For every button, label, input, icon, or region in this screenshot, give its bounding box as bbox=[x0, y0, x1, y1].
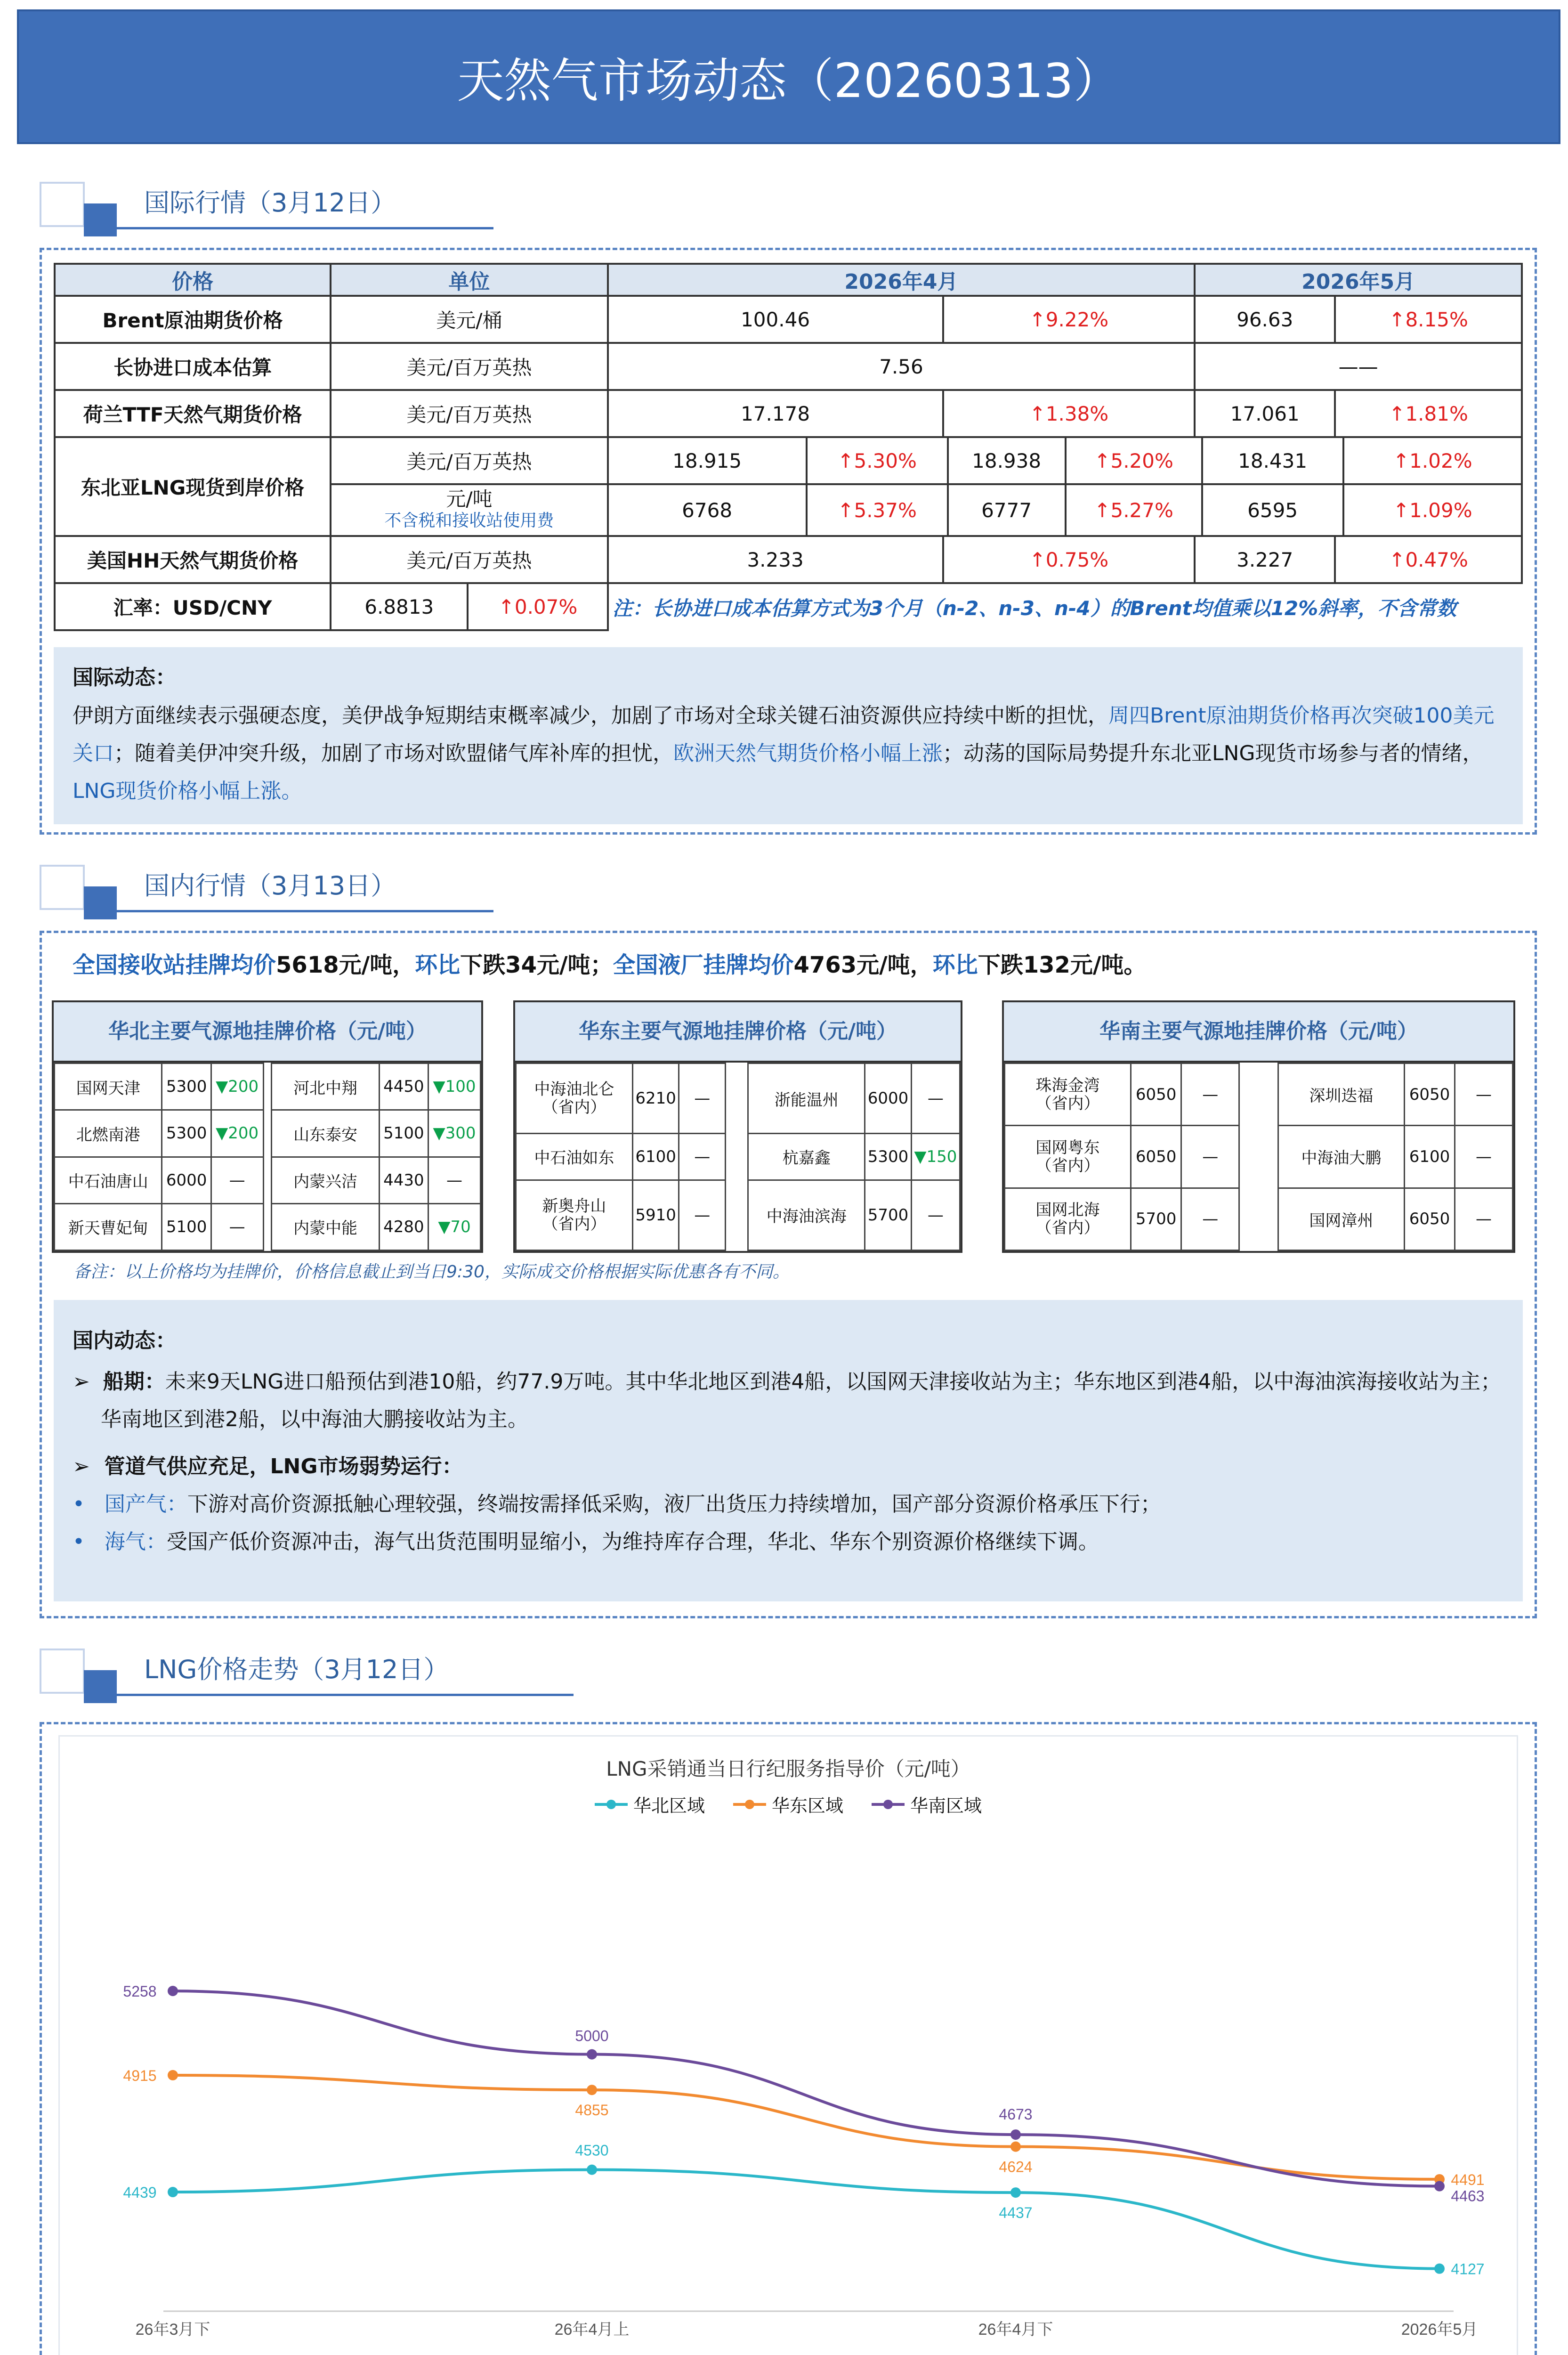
summary-label: 环比 bbox=[932, 952, 978, 978]
value: 100.46 bbox=[608, 296, 943, 343]
x-tick-label: 26年4月下 bbox=[978, 2321, 1053, 2339]
data-label: 4491 bbox=[1451, 2171, 1485, 2188]
data-point bbox=[1010, 2129, 1021, 2140]
price-change: — bbox=[1181, 1188, 1239, 1250]
row-label: 美国HH天然气期货价格 bbox=[55, 536, 331, 583]
price-change: — bbox=[1455, 1188, 1513, 1250]
price: 4430 bbox=[379, 1157, 428, 1203]
price: 6050 bbox=[1131, 1126, 1181, 1188]
summary-label: 环比 bbox=[415, 952, 461, 978]
value: 6.8813 bbox=[331, 583, 468, 630]
price: 6000 bbox=[865, 1064, 912, 1134]
legend-label: 华东区域 bbox=[771, 1795, 843, 1816]
unit: 元/吨 bbox=[446, 487, 493, 511]
data-point bbox=[168, 2187, 178, 2197]
price-change: — bbox=[679, 1064, 726, 1134]
change: ↑0.75% bbox=[943, 536, 1195, 583]
header-unit: 单位 bbox=[331, 264, 607, 296]
source-name: 国网北海 （省内） bbox=[1005, 1188, 1131, 1250]
data-label: 4673 bbox=[999, 2106, 1033, 2123]
bullet-dot-icon: • bbox=[73, 1530, 105, 1554]
data-point bbox=[587, 2085, 597, 2095]
source-name: 内蒙兴洁 bbox=[272, 1157, 379, 1203]
summary-value: 5618元/吨， bbox=[276, 952, 415, 978]
source-name: 杭嘉鑫 bbox=[748, 1134, 865, 1180]
value: 18.431 bbox=[1202, 438, 1343, 483]
source-name: 中石油如东 bbox=[516, 1134, 633, 1180]
unit: 美元/百万英热 bbox=[331, 536, 607, 583]
price-change: — bbox=[1181, 1126, 1239, 1188]
table-row bbox=[1005, 1126, 1513, 1188]
change: ↑5.37% bbox=[807, 485, 948, 535]
value: 18.938 bbox=[948, 438, 1066, 483]
section-header-trend bbox=[17, 1648, 582, 1705]
domestic-summary bbox=[73, 947, 1146, 979]
nea-row1 bbox=[608, 437, 1522, 484]
data-point bbox=[587, 2049, 597, 2060]
region-title: 华东主要气源地挂牌价格（元/吨） bbox=[515, 1002, 961, 1063]
row-label: Brent原油期货价格 bbox=[55, 296, 331, 343]
value: 17.061 bbox=[1195, 390, 1335, 437]
section-header-intl bbox=[17, 182, 488, 238]
summary-value: 下跌132元/吨。 bbox=[978, 952, 1147, 978]
news-text: ；随着美伊冲突升级，加剧了市场对欧盟储气库补库的担忧， bbox=[114, 741, 673, 765]
unit: 美元/桶 bbox=[331, 296, 607, 343]
chart-title: LNG采销通当日行纪服务指导价（元/吨） bbox=[606, 1757, 970, 1780]
change: ↑0.47% bbox=[1335, 536, 1522, 583]
region-east-card bbox=[513, 1000, 962, 1253]
data-label: 4127 bbox=[1451, 2260, 1485, 2278]
hq-item bbox=[73, 1523, 1504, 1561]
price: 6100 bbox=[632, 1134, 679, 1180]
price: 6100 bbox=[1404, 1126, 1455, 1188]
x-tick-label: 26年4月上 bbox=[554, 2321, 630, 2339]
region-title: 华北主要气源地挂牌价格（元/吨） bbox=[54, 1002, 481, 1063]
news-text: ；动荡的国际局势提升东北亚LNG现货市场参与者的情绪， bbox=[943, 741, 1483, 765]
source-name: 深圳迭福 bbox=[1278, 1064, 1404, 1126]
intl-news-panel bbox=[54, 647, 1523, 824]
series-line-2 bbox=[173, 1991, 1439, 2186]
news-heading: 国内动态： bbox=[73, 1329, 176, 1353]
x-tick-label: 26年3月下 bbox=[135, 2321, 210, 2339]
data-label: 4530 bbox=[575, 2142, 609, 2159]
region-south-table bbox=[1004, 1063, 1513, 1251]
unit-cell bbox=[331, 484, 607, 536]
data-point bbox=[168, 2070, 178, 2080]
source-name: 国网漳州 bbox=[1278, 1188, 1404, 1250]
row-label: 汇率：USD/CNY bbox=[55, 583, 331, 630]
row-label: 荷兰TTF天然气期货价格 bbox=[55, 390, 331, 437]
price: 6050 bbox=[1404, 1188, 1455, 1250]
series-line-0 bbox=[173, 2170, 1439, 2269]
ship-item bbox=[73, 1363, 1504, 1438]
hq-text: 受国产低价资源冲击，海气出货范围明显缩小，为维持库存合理，华北、华东个别资源价格继续下调。 bbox=[166, 1530, 1099, 1554]
data-label: 4624 bbox=[999, 2158, 1033, 2176]
price: 5100 bbox=[162, 1203, 211, 1250]
price: 5700 bbox=[865, 1180, 912, 1250]
news-highlight: 欧洲天然气期货价格小幅上涨 bbox=[673, 741, 943, 765]
nea-subtable bbox=[609, 438, 1521, 483]
news-highlight: 周四Brent原油期货价格再次突破100美元关口 bbox=[73, 704, 1495, 765]
price-change: ▼300 bbox=[428, 1110, 481, 1157]
section-deco-accent bbox=[84, 203, 117, 236]
data-label: 4915 bbox=[123, 2067, 157, 2084]
data-label: 4855 bbox=[575, 2102, 609, 2119]
table-row bbox=[516, 1180, 960, 1250]
table-row bbox=[55, 1064, 481, 1110]
source-name: 河北中翔 bbox=[272, 1064, 379, 1110]
chart-panel bbox=[58, 1735, 1518, 2355]
section-deco bbox=[40, 1648, 85, 1694]
change: ↑5.20% bbox=[1066, 438, 1202, 483]
change: ↑8.15% bbox=[1335, 296, 1522, 343]
price-remark: 备注：以上价格均为挂牌价，价格信息截止到当日9:30，实际成交价格根据实际优惠各有不同。 bbox=[73, 1262, 790, 1282]
data-point bbox=[1010, 2142, 1021, 2152]
price-change: — bbox=[911, 1064, 960, 1134]
source-name: 中海油滨海 bbox=[748, 1180, 865, 1250]
column-gap bbox=[1239, 1064, 1278, 1126]
change: ↑1.02% bbox=[1392, 449, 1472, 472]
section-title: 国内行情（3月13日） bbox=[144, 871, 396, 901]
section-deco bbox=[40, 182, 85, 227]
section-header-domestic bbox=[17, 865, 488, 921]
unit: 美元/百万英热 bbox=[331, 343, 607, 390]
data-point bbox=[1434, 2264, 1445, 2274]
column-gap bbox=[263, 1064, 272, 1110]
news-body bbox=[73, 697, 1504, 810]
section-underline bbox=[84, 227, 493, 229]
source-name: 国网天津 bbox=[55, 1064, 162, 1110]
price-change: — bbox=[679, 1180, 726, 1250]
source-name: 珠海金湾 （省内） bbox=[1005, 1064, 1131, 1126]
source-name: 中石油唐山 bbox=[55, 1157, 162, 1203]
table-row bbox=[516, 1064, 960, 1134]
row-label: 东北亚LNG现货到岸价格 bbox=[55, 437, 331, 536]
change: ↑0.07% bbox=[468, 583, 607, 630]
news-highlight: LNG现货价格小幅上涨。 bbox=[73, 779, 302, 803]
news-text: 伊朗方面继续表示强硬态度，美伊战争短期结束概率减少，加剧了市场对全球关键石油资源供应持续中断的担忧， bbox=[73, 704, 1108, 728]
header-apr: 2026年4月 bbox=[608, 264, 1195, 296]
unit: 美元/百万英热 bbox=[331, 390, 607, 437]
column-gap bbox=[263, 1203, 272, 1250]
source-name: 中海油北仑 （省内） bbox=[516, 1064, 633, 1134]
value: 3.227 bbox=[1195, 536, 1335, 583]
unit-note: 不含税和接收站使用费 bbox=[384, 511, 554, 530]
section-deco-accent bbox=[84, 886, 117, 919]
price: 5300 bbox=[162, 1110, 211, 1157]
price: 5300 bbox=[865, 1134, 912, 1180]
page-title-banner bbox=[17, 9, 1560, 144]
change: ↑1.38% bbox=[943, 390, 1195, 437]
table-row bbox=[516, 1134, 960, 1180]
source-name: 国网粤东 （省内） bbox=[1005, 1126, 1131, 1188]
table-row bbox=[1005, 1188, 1513, 1250]
header-price: 价格 bbox=[55, 264, 331, 296]
data-label: 4463 bbox=[1451, 2187, 1485, 2205]
table-row bbox=[55, 1203, 481, 1250]
price: 6050 bbox=[1404, 1064, 1455, 1126]
region-south-card bbox=[1002, 1000, 1515, 1253]
ship-text: 未来9天LNG进口船预估到港10船，约77.9万吨。其中华北地区到港4船，以国网天津接收站为主；华东地区到港4船，以中海油滨海接收站为主；华南地区到港2船，以中海油大鹏接收站为主。 bbox=[101, 1370, 1502, 1431]
gcq-text: 下游对高价资源抵触心理较强，终端按需择低采购，液厂出货压力持续增加，国产部分资源价格承压下行； bbox=[187, 1492, 1161, 1516]
value: 6595 bbox=[1202, 485, 1343, 535]
data-point bbox=[1434, 2181, 1445, 2192]
legend-label: 华南区域 bbox=[910, 1795, 982, 1816]
legend-label: 华北区域 bbox=[633, 1795, 705, 1816]
price: 5910 bbox=[632, 1180, 679, 1250]
data-label: 4439 bbox=[123, 2184, 157, 2201]
column-gap bbox=[726, 1180, 748, 1250]
source-name: 新奥舟山 （省内） bbox=[516, 1180, 633, 1250]
price: 6000 bbox=[162, 1157, 211, 1203]
section-deco-accent bbox=[84, 1670, 117, 1703]
region-north-table bbox=[54, 1063, 481, 1251]
price-change: ▼150 bbox=[911, 1134, 960, 1180]
column-gap bbox=[726, 1134, 748, 1180]
summary-value: 4763元/吨， bbox=[793, 952, 933, 978]
change: ↑5.27% bbox=[1066, 485, 1202, 535]
value: 6768 bbox=[609, 485, 807, 535]
column-gap bbox=[726, 1064, 748, 1134]
price-change: — bbox=[1455, 1064, 1513, 1126]
value: 7.56 bbox=[608, 343, 1195, 390]
lng-price-chart bbox=[60, 1737, 1520, 2355]
source-name: 新天曹妃甸 bbox=[55, 1203, 162, 1250]
value: 18.915 bbox=[609, 438, 807, 483]
column-gap bbox=[1239, 1126, 1278, 1188]
gcq-item bbox=[73, 1486, 1504, 1523]
change: ↑5.30% bbox=[807, 438, 948, 483]
region-title: 华南主要气源地挂牌价格（元/吨） bbox=[1004, 1002, 1513, 1063]
price: 4280 bbox=[379, 1203, 428, 1250]
data-label: 5258 bbox=[123, 1983, 157, 2000]
region-north-card bbox=[52, 1000, 483, 1253]
section-title: 国际行情（3月12日） bbox=[144, 188, 396, 218]
row-label: 长协进口成本估算 bbox=[55, 343, 331, 390]
section-underline bbox=[84, 910, 493, 912]
summary-label: 全国接收站挂牌均价 bbox=[73, 952, 276, 978]
price-change: — bbox=[679, 1134, 726, 1180]
change: ↑1.81% bbox=[1335, 390, 1522, 437]
unit: 美元/百万英热 bbox=[331, 437, 607, 484]
column-gap bbox=[263, 1110, 272, 1157]
source-name: 中海油大鹏 bbox=[1278, 1126, 1404, 1188]
summary-label: 全国液厂挂牌均价 bbox=[613, 952, 794, 978]
bullet-dot-icon: • bbox=[73, 1492, 105, 1516]
source-name: 浙能温州 bbox=[748, 1064, 865, 1134]
region-east-table bbox=[515, 1063, 961, 1251]
source-name: 内蒙中能 bbox=[272, 1203, 379, 1250]
price-change: — bbox=[911, 1180, 960, 1250]
data-point bbox=[168, 1986, 178, 1996]
price: 5700 bbox=[1131, 1188, 1181, 1250]
hq-label: 海气： bbox=[104, 1530, 167, 1554]
cost-note: 注：长协进口成本估算方式为3个月（n-2、n-3、n-4）的Brent均值乘以12%斜率，不含常数 bbox=[612, 597, 1457, 620]
summary-value: 下跌34元/吨； bbox=[460, 952, 613, 978]
x-tick-label: 2026年5月 bbox=[1401, 2321, 1478, 2339]
column-gap bbox=[1239, 1188, 1278, 1250]
value: 17.178 bbox=[608, 390, 943, 437]
price: 4450 bbox=[379, 1064, 428, 1110]
value: —— bbox=[1195, 343, 1522, 390]
price-change: ▼200 bbox=[211, 1110, 263, 1157]
source-name: 山东泰安 bbox=[272, 1110, 379, 1157]
value: 3.233 bbox=[608, 536, 943, 583]
column-gap bbox=[263, 1157, 272, 1203]
section-underline bbox=[84, 1694, 574, 1696]
source-name: 北燃南港 bbox=[55, 1110, 162, 1157]
section-deco bbox=[40, 865, 85, 910]
price-change: — bbox=[1455, 1126, 1513, 1188]
price-change: — bbox=[1181, 1064, 1239, 1126]
ship-label: 船期： bbox=[103, 1370, 165, 1394]
price: 6210 bbox=[632, 1064, 679, 1134]
data-label: 5000 bbox=[575, 2027, 609, 2045]
table-row bbox=[55, 1110, 481, 1157]
table-row bbox=[55, 1157, 481, 1203]
price-change: — bbox=[211, 1157, 263, 1203]
data-label: 4437 bbox=[999, 2204, 1033, 2222]
price: 5100 bbox=[379, 1110, 428, 1157]
page-title: 天然气市场动态（20260313） bbox=[457, 53, 1121, 108]
price-change: — bbox=[211, 1203, 263, 1250]
intl-price-table bbox=[54, 263, 1523, 631]
value: 6777 bbox=[948, 485, 1066, 535]
price-change: — bbox=[428, 1157, 481, 1203]
section-title: LNG价格走势（3月12日） bbox=[144, 1655, 449, 1684]
price-change: ▼100 bbox=[428, 1064, 481, 1110]
table-row bbox=[1005, 1064, 1513, 1126]
news-heading: 国际动态： bbox=[73, 666, 176, 690]
data-point bbox=[587, 2165, 597, 2175]
nea-subtable bbox=[609, 485, 1521, 535]
supply-text: 管道气供应充足，LNG市场弱势运行： bbox=[104, 1454, 463, 1478]
domestic-news-panel bbox=[54, 1300, 1523, 1601]
price: 6050 bbox=[1131, 1064, 1181, 1126]
data-point bbox=[1010, 2187, 1021, 2198]
gcq-label: 国产气： bbox=[104, 1492, 187, 1516]
bullet-arrow-icon: ➢ bbox=[73, 1454, 105, 1478]
change: ↑1.09% bbox=[1392, 498, 1472, 522]
price-change: ▼200 bbox=[211, 1064, 263, 1110]
bullet-arrow-icon: ➢ bbox=[73, 1370, 103, 1394]
price: 5300 bbox=[162, 1064, 211, 1110]
series-line-1 bbox=[173, 2075, 1439, 2179]
nea-row2 bbox=[608, 484, 1522, 536]
value: 96.63 bbox=[1195, 296, 1335, 343]
supply-item bbox=[73, 1448, 1504, 1486]
change: ↑9.22% bbox=[943, 296, 1195, 343]
header-may: 2026年5月 bbox=[1195, 264, 1522, 296]
price-change: ▼70 bbox=[428, 1203, 481, 1250]
